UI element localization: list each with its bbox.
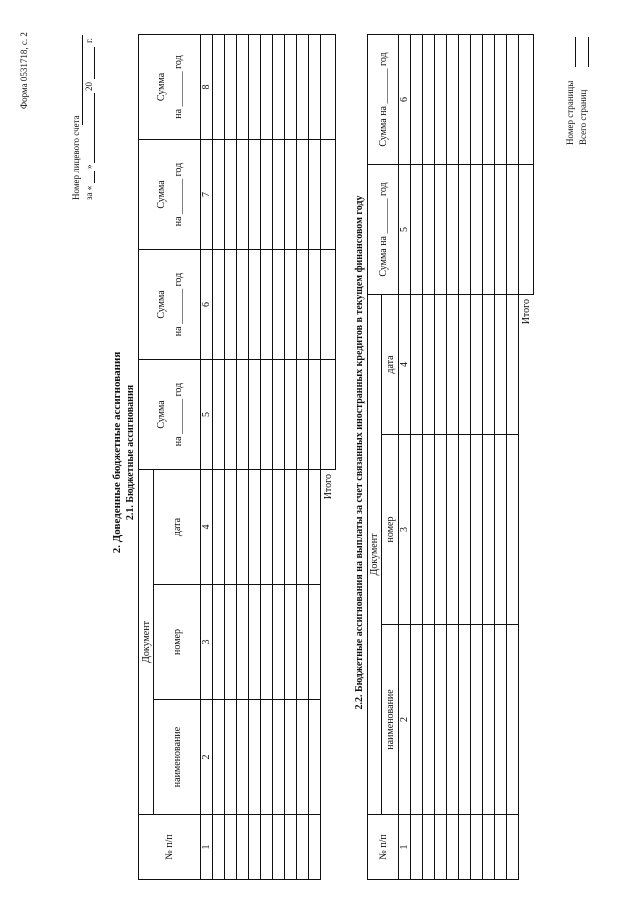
table-row bbox=[423, 34, 435, 879]
sum-label: Сумма bbox=[155, 290, 167, 319]
header-sum-2: Сумма на _______ год bbox=[139, 249, 201, 359]
page-number-label: Номер страницы bbox=[565, 80, 575, 145]
col-num-3: 3 bbox=[399, 435, 411, 625]
col-num-1: 1 bbox=[399, 815, 411, 880]
table-row bbox=[297, 34, 309, 879]
table-row bbox=[435, 34, 447, 879]
col-num-2: 2 bbox=[399, 625, 411, 815]
header-np: № п/п bbox=[368, 815, 399, 880]
total-cell[interactable] bbox=[519, 164, 534, 294]
section-2-title: 2. Доведенные бюджетные ассигнования bbox=[111, 351, 123, 554]
col-num-4: 4 bbox=[201, 469, 213, 584]
col-num-5: 5 bbox=[201, 359, 213, 469]
header-sum-1: Сумма на _______ год bbox=[139, 359, 201, 469]
table-row bbox=[483, 34, 495, 879]
header-sum-3: Сумма на _______ год bbox=[139, 139, 201, 249]
account-number-label: Номер лицевого счета bbox=[71, 115, 81, 200]
col-num-4: 4 bbox=[399, 294, 411, 434]
header-document: Документ bbox=[139, 469, 154, 814]
date-day-field[interactable] bbox=[94, 171, 95, 183]
date-quote: » bbox=[84, 164, 94, 169]
on-label: на bbox=[172, 108, 184, 119]
section-2-2-title: 2.2. Бюджетные ассигнования на выплаты за счет связанных иностранных кредитов в текущем финансовом году bbox=[354, 195, 365, 710]
header-sum-4: Сумма на _______ год bbox=[139, 34, 201, 139]
col-num-1: 1 bbox=[201, 815, 213, 880]
header-doc-name: наименование bbox=[154, 700, 201, 815]
year-label: год bbox=[377, 182, 389, 197]
year-label: год bbox=[172, 272, 184, 287]
table-row bbox=[273, 34, 285, 879]
table-row bbox=[237, 34, 249, 879]
table-row bbox=[459, 34, 471, 879]
year-label: год bbox=[172, 162, 184, 177]
table-2-2 bbox=[367, 34, 534, 880]
page-number-field[interactable] bbox=[575, 37, 576, 67]
section-2-1-title: 2.1. Бюджетные ассигнования bbox=[125, 384, 136, 521]
on-label: на bbox=[172, 326, 184, 337]
total-cell[interactable] bbox=[321, 139, 336, 249]
header-np: № п/п bbox=[139, 815, 201, 880]
on-label: на bbox=[172, 216, 184, 227]
col-num-6: 6 bbox=[399, 34, 411, 164]
date-year-prefix: 20 bbox=[84, 82, 94, 91]
table-row bbox=[495, 34, 507, 879]
header-doc-date: дата bbox=[154, 469, 201, 584]
year-label: год bbox=[377, 52, 389, 67]
sum-on-label: Сумма на bbox=[377, 106, 389, 147]
col-num-6: 6 bbox=[201, 249, 213, 359]
header-doc-number: номер bbox=[382, 435, 399, 625]
total-cell[interactable] bbox=[321, 359, 336, 469]
col-num-7: 7 bbox=[201, 139, 213, 249]
col-num-5: 5 bbox=[399, 164, 411, 294]
sum-label: Сумма bbox=[155, 180, 167, 209]
sum-label: Сумма bbox=[155, 72, 167, 102]
header-document: Документ bbox=[368, 294, 382, 814]
total-label-2-2: Итого bbox=[520, 298, 532, 325]
table-row bbox=[225, 34, 237, 879]
header-doc-date: дата bbox=[382, 294, 399, 434]
table-row bbox=[309, 34, 321, 879]
total-pages-label: Всего страниц bbox=[578, 89, 588, 145]
table-row bbox=[213, 34, 225, 879]
date-year-suffix: г. bbox=[84, 38, 94, 43]
header-doc-number: номер bbox=[154, 585, 201, 700]
sum-label: Сумма bbox=[155, 400, 167, 429]
date-month-field[interactable] bbox=[94, 93, 95, 163]
total-cell[interactable] bbox=[519, 34, 534, 164]
total-pages-field[interactable] bbox=[588, 37, 589, 67]
total-label-2-1: Итого bbox=[322, 473, 334, 500]
table-row bbox=[261, 34, 273, 879]
table-row bbox=[249, 34, 261, 879]
year-label: год bbox=[172, 382, 184, 397]
col-num-2: 2 bbox=[201, 700, 213, 815]
header-sum-2: Сумма на _______ год bbox=[368, 34, 399, 164]
date-year-field[interactable] bbox=[94, 47, 95, 79]
account-number-field[interactable] bbox=[82, 35, 83, 125]
table-row bbox=[411, 34, 423, 879]
header-doc-name: наименование bbox=[382, 625, 399, 815]
form-reference: Форма 0531718, с. 2 bbox=[19, 32, 29, 109]
sum-on-label: Сумма на bbox=[377, 236, 389, 277]
year-label: год bbox=[172, 55, 184, 69]
col-num-3: 3 bbox=[201, 585, 213, 700]
table-row bbox=[285, 34, 297, 879]
total-cell[interactable] bbox=[321, 249, 336, 359]
table-2-1 bbox=[138, 34, 336, 880]
table-row bbox=[447, 34, 459, 879]
table-row bbox=[507, 34, 519, 879]
col-num-8: 8 bbox=[201, 34, 213, 139]
date-prefix: за « bbox=[84, 185, 94, 200]
header-sum-1: Сумма на _______ год bbox=[368, 164, 399, 294]
table-row bbox=[471, 34, 483, 879]
on-label: на bbox=[172, 436, 184, 447]
total-cell[interactable] bbox=[321, 34, 336, 139]
